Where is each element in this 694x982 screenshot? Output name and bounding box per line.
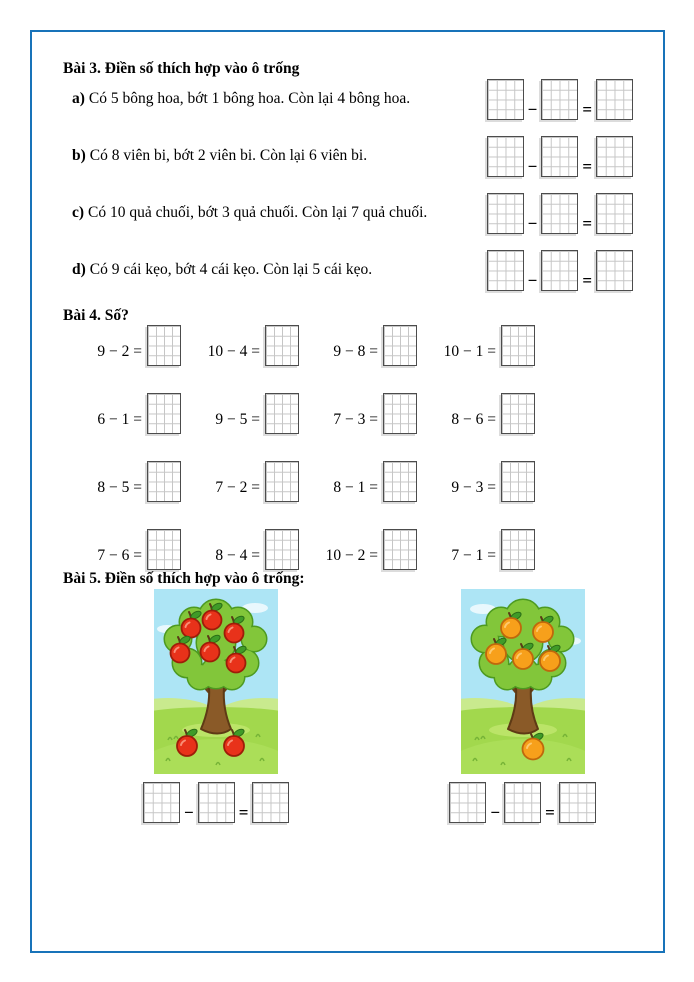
equation-text: 10 − 2 = (325, 547, 378, 565)
answer-box-minuend[interactable] (487, 193, 524, 234)
equation-cell (181, 529, 299, 570)
minus-sign: − (184, 802, 194, 822)
equation-cell (181, 393, 299, 434)
exercise3-title: Bài 3. Điền số thích hợp vào ô trống (63, 60, 300, 77)
exercise3-item-b-text (72, 147, 367, 165)
answer-box[interactable] (147, 529, 181, 570)
exercise4-title: Bài 4. Số? (63, 306, 129, 324)
answer-box-result[interactable] (252, 782, 289, 823)
answer-box[interactable] (147, 325, 181, 366)
exercise3-item-b-equation (487, 136, 633, 177)
apple-tree-column (143, 589, 289, 823)
equation-cell (417, 529, 535, 570)
answer-box-minuend[interactable] (487, 136, 524, 177)
equation-cell (299, 461, 417, 502)
answer-box-minuend[interactable] (449, 782, 486, 823)
exercise3-item-c (63, 193, 633, 234)
exercise3-item-c-text (72, 204, 427, 222)
equals-sign: = (582, 213, 592, 233)
equation-text: 9 − 8 = (333, 343, 378, 361)
equation-text: 8 − 4 = (215, 547, 260, 565)
orange-tree-image (461, 589, 585, 774)
equation-cell (181, 325, 299, 366)
minus-sign: − (527, 270, 538, 290)
item-label: c) (72, 204, 85, 222)
orange-tree-column (449, 589, 595, 823)
item-label: d) (72, 261, 86, 279)
exercise5-illustrations (143, 589, 633, 823)
equation-cell (417, 393, 535, 434)
equation-text: 9 − 3 = (451, 479, 496, 497)
answer-box-result[interactable] (596, 250, 633, 291)
equation-cell (299, 325, 417, 366)
answer-box[interactable] (501, 393, 535, 434)
equation-cell (63, 461, 181, 502)
exercise3-item-a (63, 79, 633, 120)
exercise5-title: Bài 5. Điền số thích hợp vào ô trống: (63, 570, 305, 588)
answer-box[interactable] (265, 393, 299, 434)
equation-text: 7 − 2 = (215, 479, 260, 497)
answer-box-subtrahend[interactable] (541, 250, 578, 291)
answer-box-subtrahend[interactable] (541, 79, 578, 120)
worksheet-frame (30, 30, 665, 953)
exercise3-item-c-equation (487, 193, 633, 234)
equation-cell (181, 461, 299, 502)
answer-box[interactable] (383, 393, 417, 434)
exercise3-item-d (63, 250, 633, 291)
answer-box-minuend[interactable] (487, 250, 524, 291)
answer-box-result[interactable] (596, 193, 633, 234)
equation-cell (63, 529, 181, 570)
equation-text: 10 − 4 = (207, 343, 260, 361)
item-label: a) (72, 90, 85, 108)
answer-box-result[interactable] (596, 79, 633, 120)
answer-box-subtrahend[interactable] (541, 193, 578, 234)
item-sentence: Có 8 viên bi, bớt 2 viên bi. Còn lại 6 viên bi. (89, 147, 368, 165)
orange-tree-equation (449, 782, 595, 823)
answer-box-subtrahend[interactable] (504, 782, 541, 823)
answer-box[interactable] (501, 461, 535, 502)
equation-text: 7 − 6 = (97, 547, 142, 565)
answer-box-minuend[interactable] (487, 79, 524, 120)
apple-tree-image (154, 589, 278, 774)
answer-box[interactable] (265, 529, 299, 570)
minus-sign: − (490, 802, 501, 822)
answer-box[interactable] (501, 325, 535, 366)
answer-box[interactable] (383, 325, 417, 366)
exercise3-item-a-text (72, 90, 410, 108)
answer-box[interactable] (383, 461, 417, 502)
equation-text: 10 − 1 = (443, 343, 496, 361)
equation-text: 8 − 1 = (333, 479, 378, 497)
minus-sign: − (527, 99, 538, 119)
answer-box[interactable] (147, 461, 181, 502)
answer-box-subtrahend[interactable] (541, 136, 578, 177)
exercise3-item-a-equation (487, 79, 633, 120)
equation-cell (417, 325, 535, 366)
answer-box[interactable] (383, 529, 417, 570)
answer-box[interactable] (147, 393, 181, 434)
equation-text: 8 − 6 = (451, 411, 496, 429)
equation-cell (417, 461, 535, 502)
equation-cell (63, 325, 181, 366)
equation-text: 7 − 1 = (451, 547, 496, 565)
equation-text: 9 − 2 = (97, 343, 142, 361)
exercise3-item-d-text (72, 261, 372, 279)
exercise3-item-b (63, 136, 633, 177)
answer-box[interactable] (265, 325, 299, 366)
minus-sign: − (527, 156, 538, 176)
equation-cell (299, 529, 417, 570)
minus-sign: − (527, 213, 538, 233)
answer-box-minuend[interactable] (143, 782, 180, 823)
equals-sign: = (582, 270, 592, 290)
equals-sign: = (582, 156, 592, 176)
item-sentence: Có 9 cái kẹo, bớt 4 cái kẹo. Còn lại 5 cái kẹo. (89, 261, 373, 279)
item-sentence: Có 10 quả chuối, bớt 3 quả chuối. Còn lại 7 quả chuối. (88, 204, 428, 222)
equals-sign: = (238, 802, 249, 822)
answer-box[interactable] (265, 461, 299, 502)
equation-text: 9 − 5 = (215, 411, 260, 429)
equation-text: 7 − 3 = (333, 411, 378, 429)
answer-box[interactable] (501, 529, 535, 570)
item-label: b) (72, 147, 86, 165)
equation-cell (63, 393, 181, 434)
answer-box-result[interactable] (596, 136, 633, 177)
equals-sign: = (582, 99, 592, 119)
answer-box-result[interactable] (559, 782, 596, 823)
equation-text: 8 − 5 = (97, 479, 142, 497)
equation-cell (299, 393, 417, 434)
exercise4-grid (63, 325, 633, 570)
item-sentence: Có 5 bông hoa, bớt 1 bông hoa. Còn lại 4 bông hoa. (88, 90, 411, 108)
exercise3-item-d-equation (487, 250, 633, 291)
equals-sign: = (545, 802, 555, 822)
apple-tree-equation (143, 782, 289, 823)
equation-text: 6 − 1 = (97, 411, 142, 429)
answer-box-subtrahend[interactable] (198, 782, 235, 823)
